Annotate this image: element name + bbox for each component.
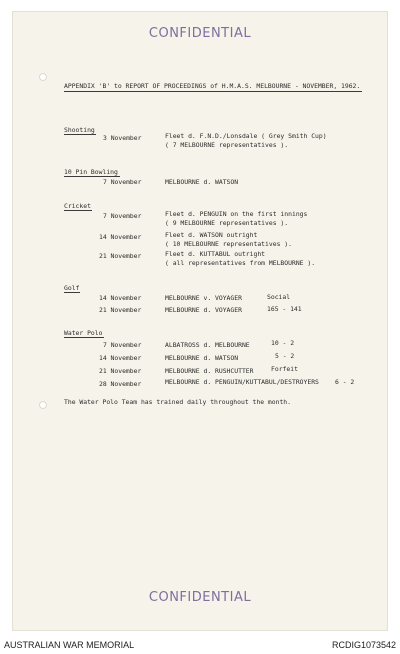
entry-text: ( 10 MELBOURNE representatives ). <box>165 240 292 248</box>
entry-result: 10 - 2 <box>271 339 295 347</box>
heading-underline <box>64 176 120 177</box>
confidential-stamp-bottom: CONFIDENTIAL <box>148 590 252 605</box>
entry-text: Fleet d. KUTTABUL outright <box>165 250 266 258</box>
entry-text: ( 9 MELBOURNE representatives ). <box>165 219 289 227</box>
entry-text: Fleet d. PENGUIN on the first innings <box>165 210 308 218</box>
entry-date: 14 November <box>99 294 142 302</box>
entry-date: 28 November <box>99 380 142 388</box>
entry-text: MELBOURNE d. PENGUIN/KUTTABUL/DESTROYERS <box>165 378 319 386</box>
document-title: APPENDIX 'B' to REPORT OF PROCEEDINGS of H.M.A.S. MELBOURNE - NOVEMBER, 1962. <box>64 82 361 90</box>
entry-text: MELBOURNE d. WATSON <box>165 178 239 186</box>
entry-result: Social <box>267 293 291 301</box>
entry-date: 14 November <box>99 233 142 241</box>
entry-text: MELBOURNE d. RUSHCUTTER <box>165 367 254 375</box>
closing-note: The Water Polo Team has trained daily throughout the month. <box>64 398 292 406</box>
archive-credit: AUSTRALIAN WAR MEMORIAL <box>4 640 135 650</box>
section-heading-shooting: Shooting <box>64 126 95 134</box>
entry-text: MELBOURNE v. VOYAGER <box>165 294 242 302</box>
section-heading-golf: Golf <box>64 284 80 292</box>
section-heading-10-pin-bowling: 10 Pin Bowling <box>64 168 118 176</box>
heading-underline <box>64 134 96 135</box>
document-page <box>13 12 387 630</box>
entry-text: Fleet d. F.N.D./Lonsdale ( Grey Smith Cup) <box>165 132 327 140</box>
heading-underline <box>64 337 104 338</box>
entry-text: ALBATROSS d. MELBOURNE <box>165 341 250 349</box>
section-heading-water-polo: Water Polo <box>64 329 103 337</box>
entry-result: 6 - 2 <box>335 378 355 386</box>
entry-date: 21 November <box>99 367 142 375</box>
entry-date: 7 November <box>103 341 142 349</box>
entry-text: ( 7 MELBOURNE representatives ). <box>165 141 289 149</box>
entry-date: 21 November <box>99 252 142 260</box>
record-id: RCDIG1073542 <box>331 640 396 650</box>
heading-underline <box>64 292 80 293</box>
entry-result: Forfeit <box>271 365 298 373</box>
entry-text: Fleet d. WATSON outright <box>165 231 258 239</box>
heading-underline <box>64 210 92 211</box>
entry-text: MELBOURNE d. WATSON <box>165 354 239 362</box>
entry-result: 5 - 2 <box>275 352 295 360</box>
entry-date: 7 November <box>103 212 142 220</box>
punch-hole <box>39 401 47 409</box>
section-heading-cricket: Cricket <box>64 202 91 210</box>
entry-date: 3 November <box>103 134 142 142</box>
entry-text: MELBOURNE d. VOYAGER <box>165 306 242 314</box>
entry-date: 21 November <box>99 306 142 314</box>
punch-hole <box>39 73 47 81</box>
entry-text: ( all representatives from MELBOURNE ). <box>165 259 316 267</box>
entry-result: 165 - 141 <box>267 305 302 313</box>
entry-date: 7 November <box>103 178 142 186</box>
confidential-stamp-top: CONFIDENTIAL <box>148 26 252 41</box>
entry-date: 14 November <box>99 354 142 362</box>
title-underline <box>64 91 362 92</box>
